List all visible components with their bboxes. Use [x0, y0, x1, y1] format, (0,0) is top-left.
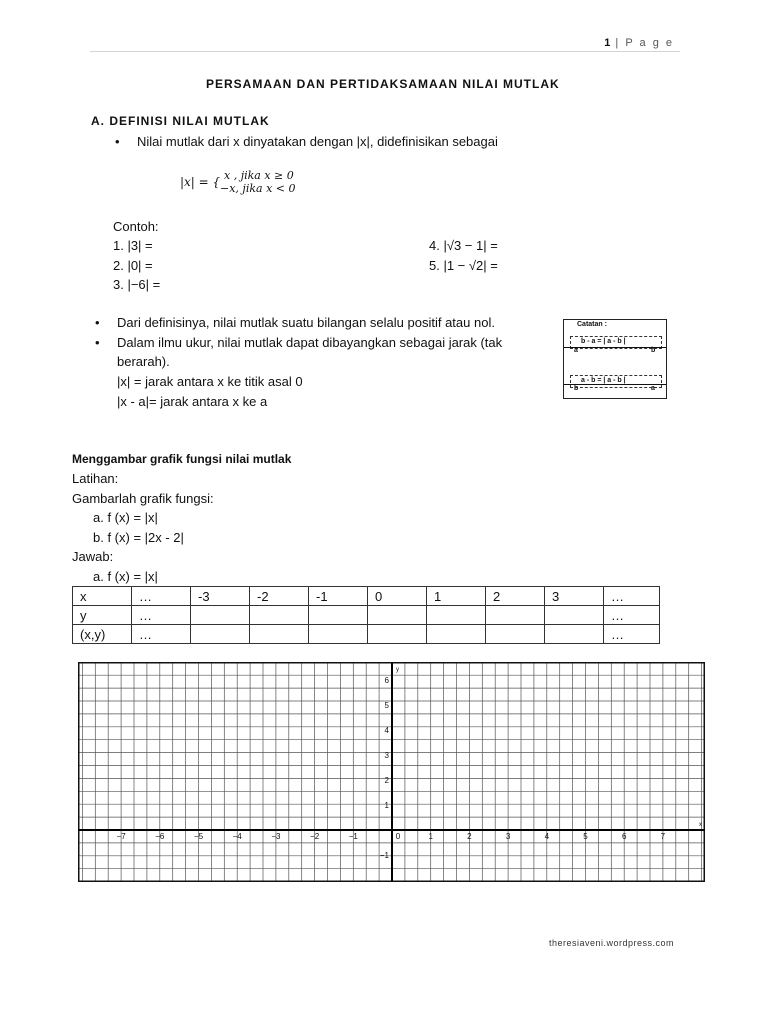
table-cell: [191, 606, 250, 625]
y-tick-label: 1: [384, 801, 389, 810]
table-cell: [309, 606, 368, 625]
x-tick-label: −1: [348, 832, 358, 841]
x-tick-label: 3: [505, 832, 511, 841]
graph-grid: [78, 662, 705, 882]
jawab-label: Jawab:: [72, 549, 114, 564]
table-cell: 0: [368, 587, 427, 606]
table-cell: 2: [486, 587, 545, 606]
table-cell: [309, 625, 368, 644]
instruction: Gambarlah grafik fungsi:: [72, 491, 214, 506]
x-tick-label: 6: [621, 832, 627, 841]
catatan-label2: a - b = | a - b |: [581, 377, 626, 384]
definition-lhs: |x| = {: [180, 175, 221, 189]
section-a-heading: A. DEFINISI NILAI MUTLAK: [91, 114, 270, 128]
y-tick-label: 2: [384, 776, 389, 785]
definition-case1: x , jika x ≥ 0: [224, 169, 294, 182]
x-tick-label: 4: [544, 832, 550, 841]
x-tick-label: −6: [155, 832, 165, 841]
table-cell: [545, 606, 604, 625]
table-cell: y: [73, 606, 132, 625]
x-tick-label: 7: [660, 832, 666, 841]
y-tick-label: 4: [384, 726, 389, 735]
table-cell: …: [604, 606, 660, 625]
table-cell: [545, 625, 604, 644]
table-row: [73, 625, 660, 644]
table-cell: …: [132, 606, 191, 625]
catatan-box: [563, 319, 667, 399]
table-cell: 1: [427, 587, 486, 606]
table-cell: 3: [545, 587, 604, 606]
example-3: 3. |−6| =: [113, 277, 161, 292]
table-cell: [250, 606, 309, 625]
table-cell: [368, 606, 427, 625]
table-cell: [427, 606, 486, 625]
table-cell: -1: [309, 587, 368, 606]
distance-origin: |x| = jarak antara x ke titik asal 0: [117, 374, 303, 389]
bullet-positive: • Dari definisinya, nilai mutlak suatu bilangan selalu positif atau nol.: [117, 315, 495, 330]
x-axis-letter: x: [699, 822, 702, 828]
table-cell: -2: [250, 587, 309, 606]
table-cell: …: [132, 625, 191, 644]
footer-url: theresiaveni.wordpress.com: [549, 938, 675, 948]
exercise-b: b. f (x) = |2x - 2|: [93, 530, 184, 545]
answer-a: a. f (x) = |x|: [93, 569, 158, 584]
exercise-a: a. f (x) = |x|: [93, 510, 158, 525]
catatan-a2: a: [651, 385, 655, 392]
catatan-label1: b - a = | a - b |: [581, 338, 626, 345]
x-tick-label: 2: [467, 832, 472, 841]
example-4: 4. |√3 − 1| =: [429, 238, 498, 253]
y-tick-label: −1: [379, 851, 389, 860]
bullet-geometry: • Dalam ilmu ukur, nilai mutlak dapat dibayangkan sebagai jarak (tak: [117, 335, 502, 350]
graph-heading: Menggambar grafik fungsi nilai mutlak: [72, 452, 292, 466]
table-row: [73, 606, 660, 625]
page-number: 1 | P a g e: [604, 37, 674, 49]
table-cell: [250, 625, 309, 644]
table-cell: [368, 625, 427, 644]
bullet-definition: • Nilai mutlak dari x dinyatakan dengan |x|, didefinisikan sebagai: [137, 134, 498, 149]
example-1: 1. |3| =: [113, 238, 153, 253]
catatan-a1: a: [574, 347, 578, 354]
example-2: 2. |0| =: [113, 258, 153, 273]
x-tick-label: −4: [232, 832, 242, 841]
table-cell: …: [604, 625, 660, 644]
definition-case2: −x, jika x < 0: [220, 182, 296, 195]
x-tick-label: 1: [428, 832, 433, 841]
table-cell: [486, 625, 545, 644]
page-title: PERSAMAAN DAN PERTIDAKSAMAAN NILAI MUTLAK: [206, 77, 560, 91]
table-cell: …: [604, 587, 660, 606]
x-tick-label: 0: [395, 832, 401, 841]
table-cell: [191, 625, 250, 644]
header-rule: [90, 51, 680, 52]
value-table: [72, 586, 660, 644]
catatan-box2: [570, 375, 662, 388]
table-cell: (x,y): [73, 625, 132, 644]
y-axis-letter: y: [396, 667, 399, 673]
catatan-title: Catatan :: [577, 321, 607, 328]
y-tick-label: 3: [384, 751, 389, 760]
example-5: 5. |1 − √2| =: [429, 258, 498, 273]
catatan-b2: b: [574, 385, 579, 392]
x-tick-label: −2: [310, 832, 320, 841]
y-tick-label: 5: [384, 701, 389, 710]
x-tick-label: 5: [583, 832, 588, 841]
table-cell: x: [73, 587, 132, 606]
table-row: [73, 587, 660, 606]
bullet-geometry-cont: berarah).: [117, 354, 170, 369]
table-cell: [427, 625, 486, 644]
table-cell: -3: [191, 587, 250, 606]
table-cell: [486, 606, 545, 625]
latihan-label: Latihan:: [72, 471, 119, 486]
x-tick-label: −7: [116, 832, 126, 841]
y-tick-label: 6: [384, 676, 389, 685]
distance-a: |x - a|= jarak antara x ke a: [117, 394, 268, 409]
x-tick-label: −3: [271, 832, 281, 841]
x-tick-label: −5: [193, 832, 204, 841]
contoh-label: Contoh:: [113, 219, 159, 234]
catatan-b1: b: [651, 347, 656, 354]
table-cell: …: [132, 587, 191, 606]
